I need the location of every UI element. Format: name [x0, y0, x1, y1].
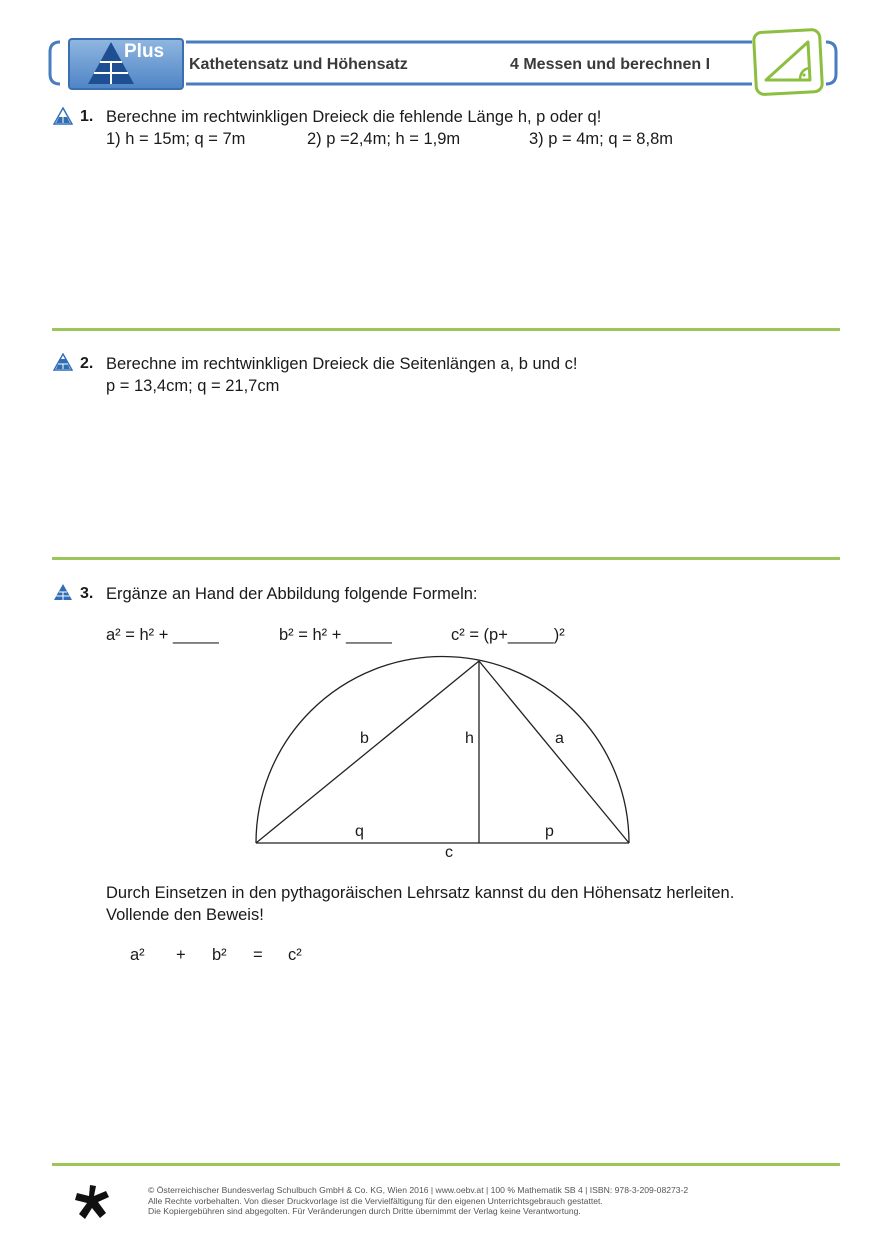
equation-equals: =	[253, 946, 263, 964]
section-divider	[52, 328, 840, 331]
publisher-logo-icon	[72, 1183, 112, 1221]
pyramid-half-icon	[53, 353, 73, 371]
equation-a-squared: a²	[130, 946, 145, 964]
exercise-2-number: 2.	[80, 355, 94, 372]
section-divider	[52, 557, 840, 560]
proof-instruction-2: Vollende den Beweis!	[106, 906, 264, 924]
header-chapter: 4 Messen und berechnen I	[510, 56, 711, 73]
exercise-1-number: 1.	[80, 108, 94, 125]
thales-triangle-diagram	[240, 645, 645, 850]
label-q: q	[355, 823, 364, 840]
label-h: h	[465, 730, 474, 747]
footer-divider	[52, 1163, 840, 1166]
pyramid-full-icon	[53, 583, 73, 601]
equation-plus: +	[176, 946, 186, 964]
exercise-3-text: Ergänze an Hand der Abbildung folgende Formeln:	[106, 585, 478, 603]
equation-b-squared: b²	[212, 946, 227, 964]
triangle-ruler-badge-icon	[752, 28, 826, 96]
formula-b: b² = h² + _____	[279, 626, 392, 644]
header-title: Kathetensatz und Höhensatz	[189, 56, 408, 73]
label-b: b	[360, 730, 369, 747]
proof-instruction-1: Durch Einsetzen in den pythagoräischen Lehrsatz kannst du den Höhensatz herleiten.	[106, 884, 735, 902]
label-p: p	[545, 823, 554, 840]
exercise-1-text: Berechne im rechtwinkligen Dreieck die fehlende Länge h, p oder q!	[106, 108, 602, 126]
exercise-1-part-2: 2) p =2,4m; h = 1,9m	[307, 130, 461, 148]
exercise-3-number: 3.	[80, 585, 94, 602]
pyramid-outline-icon	[53, 107, 73, 125]
label-c: c	[445, 844, 453, 861]
equation-c-squared: c²	[288, 946, 302, 964]
exercise-1-part-3: 3) p = 4m; q = 8,8m	[529, 130, 673, 148]
formula-c: c² = (p+_____)²	[451, 626, 565, 644]
footer-copyright: © Österreichischer Bundesverlag Schulbuch GmbH & Co. KG, Wien 2016 | www.oebv.at | 100 % Mathematik SB 4 | ISBN: 978-3-209-08273-2 Alle Rechte vorbehalten. Von dieser Druckvorlage ist die Vervielfältigung für den eigenen Unterrichtsgebrauch gestattet. Die Kopiergebühren sind abgegolten. Für Veränderungen durch Dritte übernimmt der Verlag keine Verantwortung.	[148, 1185, 689, 1216]
exercise-2-given: p = 13,4cm; q = 21,7cm	[106, 377, 280, 395]
label-a: a	[555, 730, 564, 747]
logo-plus-text: Plus	[124, 41, 165, 62]
formula-a: a² = h² + _____	[106, 626, 219, 644]
exercise-2-text: Berechne im rechtwinkligen Dreieck die Seitenlängen a, b und c!	[106, 355, 578, 373]
exercise-1-part-1: 1) h = 15m; q = 7m	[106, 130, 246, 148]
